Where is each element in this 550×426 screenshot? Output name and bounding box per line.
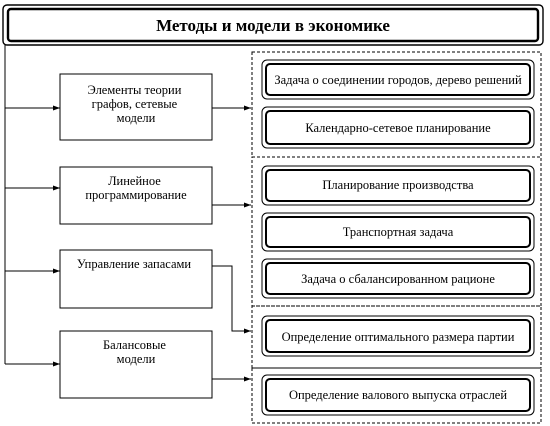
task-box-production	[262, 166, 534, 205]
task-lot-size-label: Определение оптимального размера партии	[281, 330, 515, 344]
method-box-balance	[60, 331, 212, 398]
method-balance-line-1: Балансовые	[102, 338, 166, 352]
method-graphs-line-1: Элементы теории	[87, 83, 182, 97]
task-cities-label: Задача о соединении городов, дерево решений	[274, 73, 522, 87]
task-calendar-label: Календарно-сетевое планирование	[305, 121, 491, 135]
task-box-gross-output	[262, 375, 534, 415]
diagram-title: Методы и модели в экономике	[156, 16, 390, 35]
method-balance-line-2: модели	[116, 352, 156, 366]
method-box-linear	[60, 167, 212, 224]
method-box-graphs	[60, 74, 212, 140]
task-transport-label: Транспортная задача	[342, 225, 454, 239]
method-graphs-line-2: графов, сетевые	[91, 97, 178, 111]
task-box-diet	[262, 259, 534, 298]
method-graphs-line-3: модели	[116, 111, 156, 125]
task-box-cities	[262, 60, 534, 99]
task-box-calendar	[262, 107, 534, 148]
task-gross-output-label: Определение валового выпуска отраслей	[288, 388, 508, 402]
title-box	[3, 5, 543, 45]
task-box-lot-size	[262, 316, 534, 356]
arrow-inventory	[212, 266, 251, 331]
method-inventory-label: Управление запасами	[76, 257, 192, 271]
task-box-transport	[262, 213, 534, 251]
task-diet-label: Задача о сбалансированном рационе	[301, 272, 495, 286]
method-linear-line-2: программирование	[85, 188, 187, 202]
method-box-inventory	[60, 250, 212, 308]
task-production-label: Планирование производства	[322, 178, 474, 192]
method-linear-line-1: Линейное	[108, 174, 161, 188]
